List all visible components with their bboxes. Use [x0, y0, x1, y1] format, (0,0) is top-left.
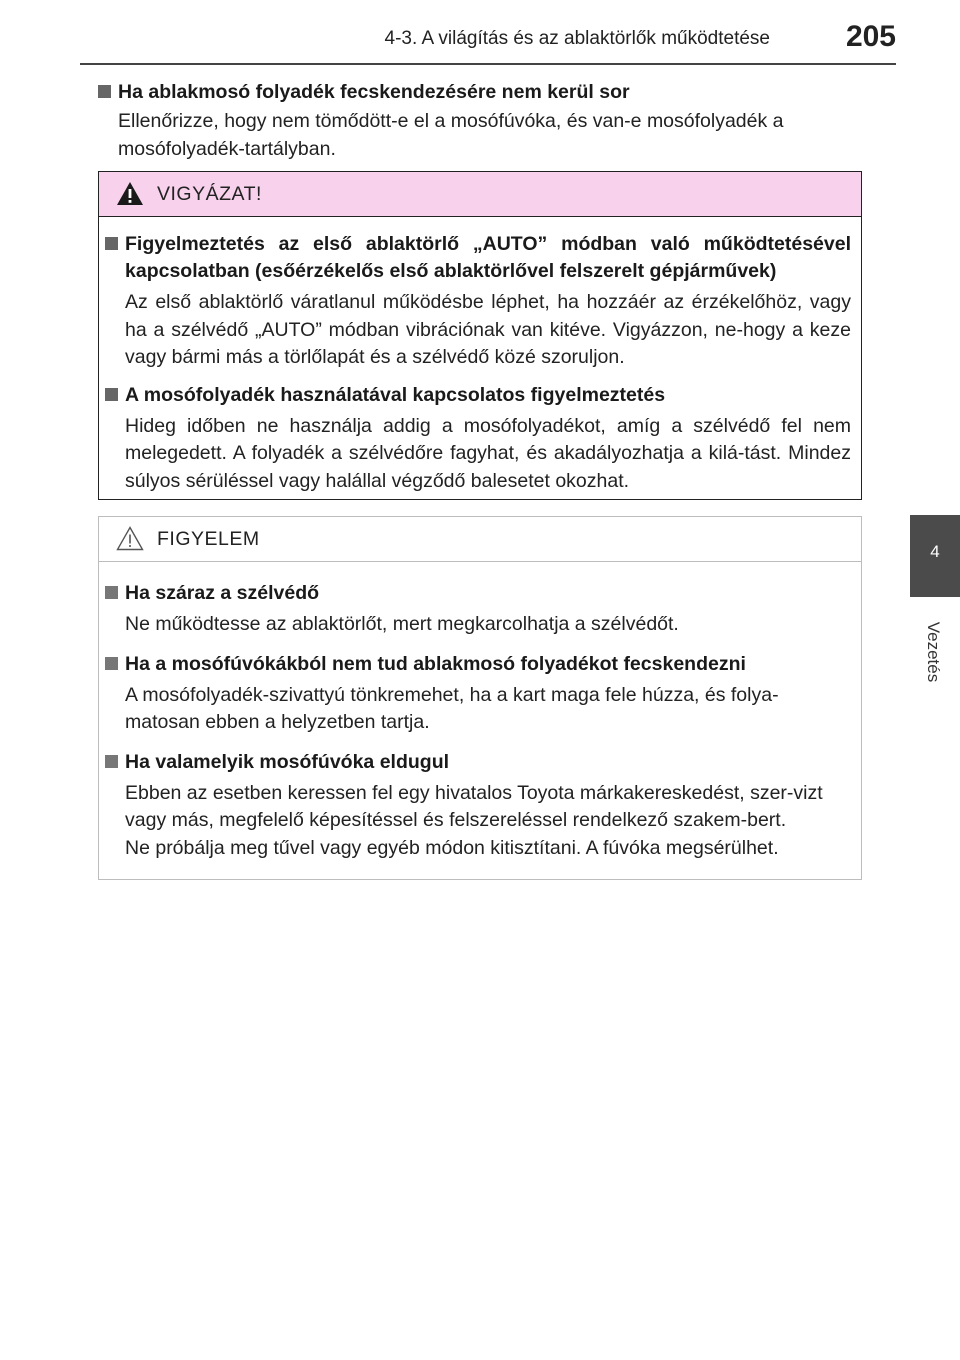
warning-item-heading-line1: A mosófolyadék használatával kapcsolatos figyelmeztetés: [125, 383, 666, 406]
caution-triangle-icon: [116, 526, 144, 551]
caution-box-header: [99, 517, 861, 562]
square-bullet-icon: [105, 586, 118, 599]
caution-box-body: [99, 562, 861, 862]
caution-item-text-2: Ne próbálja meg tűvel vagy egyéb módon kitisztítani. A fúvóka megsérülhet.: [125, 836, 779, 859]
warning-item-heading-cont: kapcsolatban (esőérzékelős első ablaktörlővel felszerelt gépjárművek): [125, 260, 777, 282]
caution-item-text: Ebben az esetben keressen fel egy hivatalos Toyota márkakereskedést, szer-vizt vagy más, megfelelő képesítéssel és felszereléssel rendelkező szakem-bert.: [125, 781, 823, 831]
caution-item-heading: [105, 749, 851, 776]
intro-section: [98, 79, 868, 163]
square-bullet-icon: [105, 237, 118, 250]
warning-triangle-icon: [116, 181, 144, 206]
warning-item-heading: [105, 382, 851, 409]
warning-box-header: [99, 172, 861, 217]
caution-item-heading-text: Ha száraz a szélvédő: [125, 582, 320, 604]
warning-item: [105, 382, 851, 496]
caution-item: [105, 749, 851, 863]
caution-box-title: FIGYELEM: [157, 528, 260, 550]
caution-box: [98, 516, 862, 880]
caution-item-text: A mosófolyadék-szivattyú tönkremehet, ha a kart maga fele húzza, és folya-matosan ebben a helyzetben tartja.: [125, 683, 779, 733]
chapter-number: 4: [930, 542, 940, 561]
chapter-label: [918, 612, 948, 692]
caution-item: [105, 580, 851, 639]
caution-item: [105, 651, 851, 737]
square-bullet-icon: [105, 657, 118, 670]
square-bullet-icon: [98, 85, 111, 98]
running-header: 4-3. A világítás és az ablaktörlők működtetése: [384, 28, 770, 49]
warning-box-title: VIGYÁZAT!: [157, 183, 262, 205]
warning-box-body: [99, 217, 861, 495]
caution-item-text: Ne működtesse az ablaktörlőt, mert megkarcolhatja a szélvédőt.: [125, 613, 679, 635]
square-bullet-icon: [105, 755, 118, 768]
intro-text: Ellenőrizze, hogy nem tömődött-e el a mosófúvóka, és van-e mosófolyadék a mosófolyadék-tartályban.: [118, 110, 784, 160]
caution-item-heading-text: Ha valamelyik mosófúvóka eldugul: [125, 750, 450, 773]
warning-box: [98, 171, 862, 500]
caution-item-heading: [105, 580, 851, 607]
chapter-label-text: Vezetés: [924, 621, 943, 683]
warning-item-text: Hideg időben ne használja addig a mosófolyadékot, amíg a szélvédő fel nem melegedett. A folyadék a szélvédőre fagyhat, és akadályozhatja a kilá-tást. Mindez súlyos sérüléssel vagy halállal végződő balesetet okozhat.: [125, 414, 851, 492]
warning-item-text: Az első ablaktörlő váratlanul működésbe léphet, ha hozzáér az érzékelőhöz, vagy ha a szélvédő „AUTO” módban vibrációnak van kitéve. Vigyázzon, ne-hogy a keze vagy bármi más a törlőlapát és a szélvédő közé szoruljon.: [125, 291, 851, 368]
warning-item-heading: [105, 231, 851, 258]
header-rule: [80, 63, 896, 65]
page-number: 205: [845, 20, 896, 53]
intro-heading-text: Ha ablakmosó folyadék fecskendezésére nem kerül sor: [118, 81, 630, 103]
caution-item-heading: [105, 651, 851, 678]
intro-heading: [98, 79, 868, 106]
square-bullet-icon: [105, 388, 118, 401]
chapter-tab: [910, 515, 960, 597]
caution-item-heading-text: Ha a mosófúvókákból nem tud ablakmosó folyadékot fecskendezni: [125, 652, 746, 675]
warning-item-heading-line1: Figyelmeztetés az első ablaktörlő „AUTO” módban való működtetésével: [125, 233, 851, 255]
warning-item: [105, 231, 851, 372]
